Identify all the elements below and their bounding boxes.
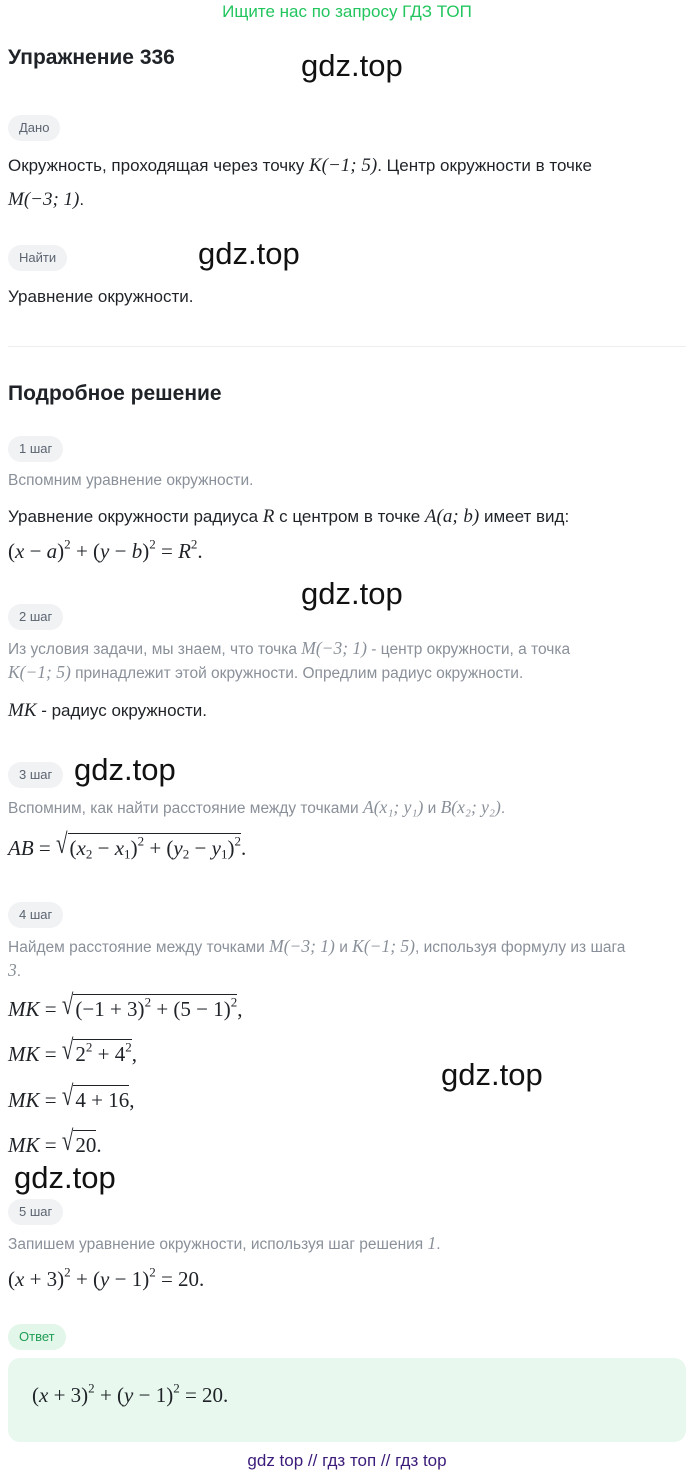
watermark: gdz.top (14, 1160, 116, 1195)
answer-chip-label: Ответ (8, 1324, 66, 1350)
step-1-note: Вспомним уравнение окружности. (8, 472, 254, 489)
step-4-formula-4: MK = √20. (8, 1124, 102, 1157)
step-note-part: Из условия задачи, мы знаем, что точка (8, 641, 302, 658)
solution-title: Подробное решение (8, 382, 222, 405)
step-chip-label: 2 шаг (8, 604, 63, 630)
step-5-chip (8, 1199, 63, 1225)
step-3-point-b: B(x₂; y₂) (440, 797, 501, 817)
step-5-note (8, 1232, 441, 1256)
step-note-part: и (334, 939, 353, 956)
step-1-formula: $(x - a)^2 + (y - b)^2 = R^2$. (8, 536, 203, 563)
page-title: Упражнение 336 (8, 46, 175, 69)
step-3-chip (8, 762, 63, 788)
watermark: gdz.top (301, 576, 403, 611)
find-chip-label: Найти (8, 245, 67, 271)
answer-formula: $(x + 3)^2 + (y - 1)^2 = 20$. (32, 1380, 229, 1407)
step-note-part: - центр окружности, а точка (367, 641, 571, 658)
step-text-part: имеет вид: (479, 507, 570, 526)
given-text-part: . (79, 190, 85, 209)
step-5-note-number: 1 (427, 1233, 437, 1253)
step-note-part: , используя формулу из шага (415, 939, 626, 956)
step-note-part: принадлежит этой окружности. Опредлим радиус окружности. (70, 665, 524, 682)
step-3-note (8, 796, 505, 820)
step-note-part: Запишем уравнение окружности, используя шаг решения (8, 1236, 428, 1253)
given-text-line2 (8, 188, 84, 212)
step-text-part: Уравнение окружности радиуса (8, 507, 263, 526)
step-2-note-line2 (8, 661, 523, 685)
given-text-part: . Центр окружности в точке (377, 156, 592, 175)
step-text-part: с центром в точке (274, 507, 425, 526)
step-note-part: Найдем расстояние между точками (8, 939, 270, 956)
step-1-text (8, 505, 569, 529)
step-note-part: Вспомним, как найти расстояние между точками (8, 800, 364, 817)
step-4-formula-3: MK = √4 + 16, (8, 1079, 135, 1112)
step-2-point-m: M(−3; 1) (301, 638, 367, 658)
step-4-note-number: 3 (8, 960, 17, 980)
step-text-part: - радиус окружности. (36, 701, 208, 720)
find-chip (8, 245, 67, 271)
search-banner[interactable]: Ищите нас по запросу ГДЗ ТОП (222, 2, 472, 21)
step-3-point-a: A(x₁; y₁) (363, 797, 424, 817)
step-chip-label: 1 шаг (8, 436, 63, 462)
step-2-text (8, 699, 207, 723)
step-2-chip (8, 604, 63, 630)
given-text (8, 154, 688, 178)
given-point-m: M(−3; 1) (8, 189, 80, 210)
find-text: Уравнение окружности. (8, 287, 194, 306)
step-4-point-m: M(−3; 1) (269, 936, 335, 956)
step-4-point-k: K(−1; 5) (352, 936, 416, 956)
watermark: gdz.top (441, 1057, 543, 1092)
step-4-chip (8, 902, 63, 928)
step-4-formula-2: MK = $√2^2 + 4^2$, (8, 1033, 137, 1066)
given-text-part: Окружность, проходящая через точку (8, 156, 309, 175)
footer-links[interactable]: gdz top // гдз топ // гдз top (247, 1451, 447, 1470)
watermark: gdz.top (74, 752, 176, 787)
step-4-formula-1: MK = $√(-1 + 3)^2 + (5 - 1)^2$, (8, 988, 243, 1021)
step-note-part: . (500, 800, 506, 817)
given-chip (8, 115, 60, 141)
given-chip-label: Дано (8, 115, 60, 141)
step-note-part: и (423, 800, 441, 817)
step-1-chip (8, 436, 63, 462)
watermark: gdz.top (301, 48, 403, 83)
step-5-formula: $(x + 3)^2 + (y - 1)^2 = 20$. (8, 1264, 205, 1291)
step-note-part: . (16, 963, 22, 980)
step-2-note (8, 637, 688, 661)
step-note-part: . (436, 1236, 441, 1253)
step-1-point-a: A(a; b) (424, 506, 480, 527)
step-4-note-line2 (8, 959, 21, 983)
step-2-point-k: K(−1; 5) (8, 662, 71, 682)
step-4-note (8, 935, 625, 959)
given-point-k: K(−1; 5) (308, 155, 378, 176)
watermark: gdz.top (198, 236, 300, 271)
step-2-var-mk: MK (8, 700, 37, 721)
step-1-var-r: R (262, 506, 275, 527)
step-3-formula: AB = $√(x_2 - x_1)^2 + (y_2 - y_1)^2$. (8, 827, 247, 862)
section-divider (8, 346, 686, 347)
step-chip-label: 5 шаг (8, 1199, 63, 1225)
step-chip-label: 4 шаг (8, 902, 63, 928)
answer-chip (8, 1324, 66, 1350)
step-chip-label: 3 шаг (8, 762, 63, 788)
